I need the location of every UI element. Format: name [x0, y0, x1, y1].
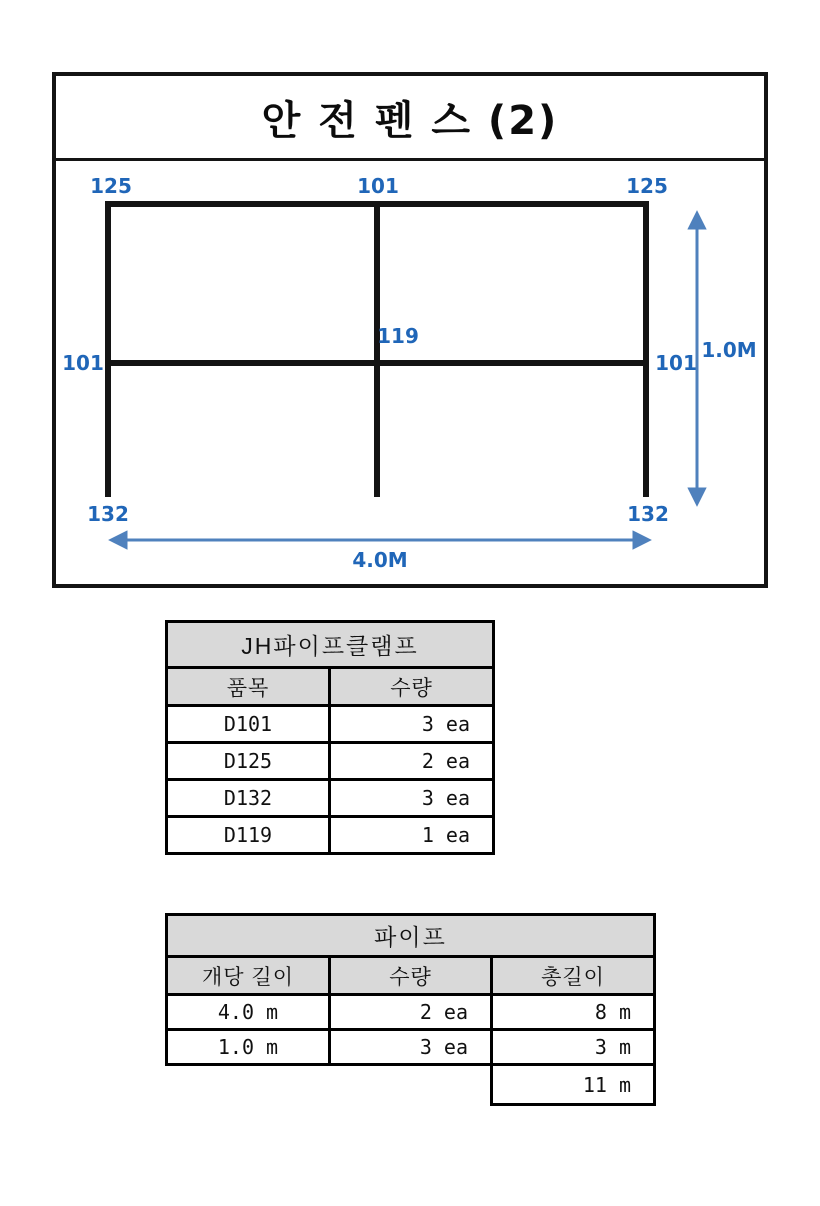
clamp-label-center: 119	[377, 324, 419, 348]
center-post-pipe	[374, 201, 380, 497]
clamp-item-cell: D132	[167, 780, 330, 817]
pipe-total-length-cell: 8 m	[492, 995, 655, 1030]
table-row	[167, 1030, 655, 1065]
fence-diagram-canvas	[56, 161, 764, 584]
pipe-header-qty: 수량	[330, 957, 492, 995]
clamp-label-top-left: 125	[90, 174, 132, 198]
pipe-table-title: 파이프	[167, 915, 655, 957]
pipe-grand-total-cell: 11 m	[492, 1065, 655, 1105]
empty-cell	[167, 1065, 330, 1105]
pipe-unit-length-cell: 4.0 m	[167, 995, 330, 1030]
clamp-label-top-center: 101	[357, 174, 399, 198]
clamp-item-cell: D119	[167, 817, 330, 854]
clamp-label-bottom-left: 132	[87, 502, 129, 526]
clamp-table	[165, 620, 495, 855]
pipe-table-title-row	[167, 915, 655, 957]
clamp-label-bottom-right: 132	[627, 502, 669, 526]
clamp-label-mid-right: 101	[655, 351, 697, 375]
pipe-header-total-length: 총길이	[492, 957, 655, 995]
clamp-label-top-right: 125	[626, 174, 668, 198]
pipe-table-header-row	[167, 957, 655, 995]
pipe-table	[165, 913, 656, 1106]
height-dimension-label: 1.0M	[701, 338, 757, 362]
clamp-qty-cell: 2 ea	[330, 743, 494, 780]
table-row	[167, 743, 494, 780]
clamp-table-title-row	[167, 622, 494, 668]
empty-cell	[330, 1065, 492, 1105]
clamp-item-cell: D125	[167, 743, 330, 780]
clamp-item-cell: D101	[167, 706, 330, 743]
pipe-unit-length-cell: 1.0 m	[167, 1030, 330, 1065]
table-row	[167, 706, 494, 743]
diagram-title: 안 전 펜 스 (2)	[56, 76, 764, 161]
pipe-qty-cell: 3 ea	[330, 1030, 492, 1065]
table-row	[167, 817, 494, 854]
pipe-header-unit-length: 개당 길이	[167, 957, 330, 995]
clamp-header-item: 품목	[167, 668, 330, 706]
clamp-header-qty: 수량	[330, 668, 494, 706]
clamp-label-mid-left: 101	[62, 351, 104, 375]
width-dimension-label: 4.0M	[352, 548, 408, 572]
clamp-qty-cell: 3 ea	[330, 706, 494, 743]
pipe-table-total-row	[167, 1065, 655, 1105]
clamp-table-header-row	[167, 668, 494, 706]
clamp-table-title: JH파이프클램프	[167, 622, 494, 668]
clamp-qty-cell: 3 ea	[330, 780, 494, 817]
right-post-pipe	[643, 201, 649, 497]
pipe-total-length-cell: 3 m	[492, 1030, 655, 1065]
pipe-qty-cell: 2 ea	[330, 995, 492, 1030]
fence-diagram-panel	[52, 72, 768, 588]
clamp-qty-cell: 1 ea	[330, 817, 494, 854]
left-post-pipe	[105, 201, 111, 497]
table-row	[167, 995, 655, 1030]
table-row	[167, 780, 494, 817]
